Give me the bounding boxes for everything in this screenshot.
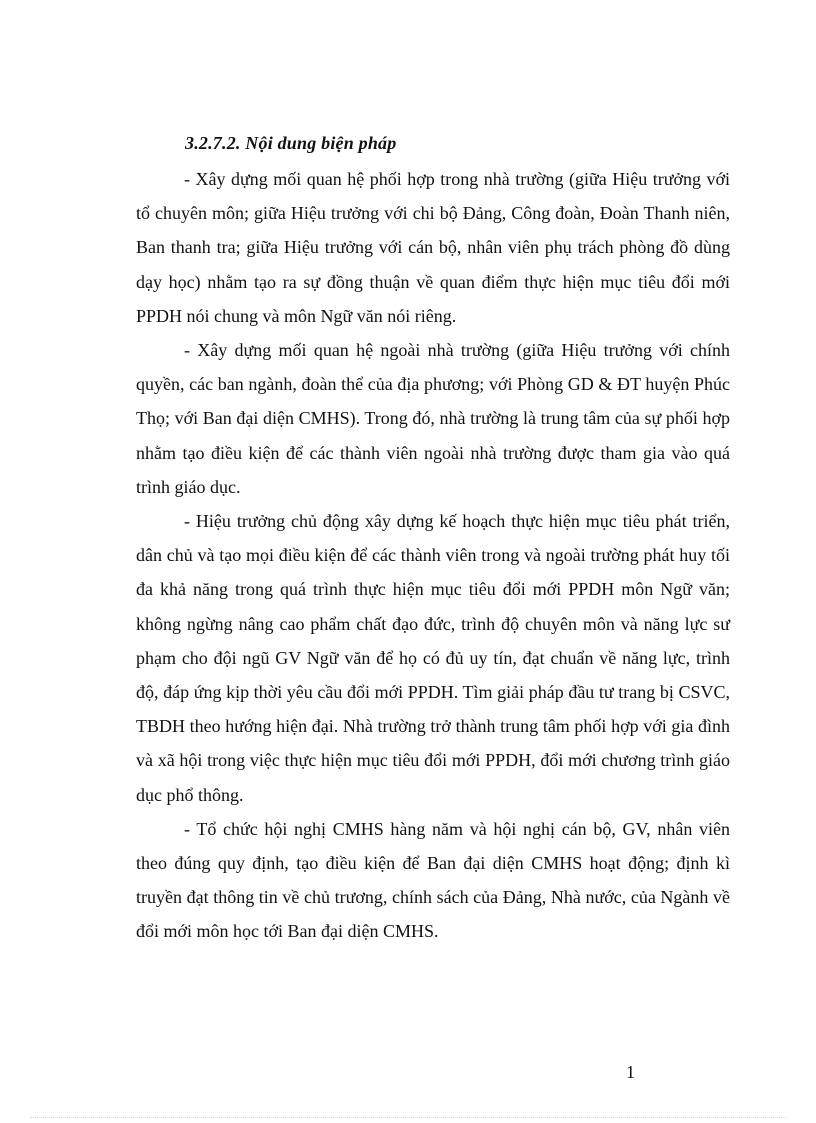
body-text [136, 162, 730, 949]
paragraph-2: - Xây dựng mối quan hệ ngoài nhà trường (giữa Hiệu trưởng với chính quyền, các ban ngành, đoàn thể của địa phương; với Phòng GD & ĐT huyện Phúc Thọ; với Ban đại diện CMHS). Trong đó, nhà trường là trung tâm của sự phối hợp nhằm tạo điều kiện để các thành viên ngoài nhà trường được tham gia vào quá trình giáo dục. [136, 340, 730, 497]
paragraph-4: - Tổ chức hội nghị CMHS hàng năm và hội nghị cán bộ, GV, nhân viên theo đúng quy định, tạo điều kiện để Ban đại diện CMHS hoạt động; định kì truyền đạt thông tin về chủ trương, chính sách của Đảng, Nhà nước, của Ngành về đổi mới môn học tới Ban đại diện CMHS. [136, 818, 730, 942]
paragraph-1: - Xây dựng mối quan hệ phối hợp trong nhà trường (giữa Hiệu trưởng với tổ chuyên môn; giữa Hiệu trưởng với chi bộ Đảng, Công đoàn, Đoàn Thanh niên, Ban thanh tra; giữa Hiệu trưởng với cán bộ, nhân viên phụ trách phòng đồ dùng dạy học) nhằm tạo ra sự đồng thuận về quan điểm thực hiện mục tiêu đổi mới PPDH nói chung và môn Ngữ văn nói riêng. [136, 169, 730, 326]
page-number: 1 [626, 1062, 635, 1082]
page-bottom-divider [30, 1117, 786, 1118]
section-heading: 3.2.7.2. Nội dung biện pháp [185, 133, 397, 153]
paragraph-3: - Hiệu trưởng chủ động xây dựng kế hoạch thực hiện mục tiêu phát triển, dân chủ và tạo mọi điều kiện để các thành viên trong và ngoài trường phát huy tối đa khả năng trong quá trình thực hiện mục tiêu đổi mới PPDH môn Ngữ văn; không ngừng nâng cao phẩm chất đạo đức, trình độ chuyên môn và năng lực sư phạm cho đội ngũ GV Ngữ văn để họ có đủ uy tín, đạt chuẩn về năng lực, trình độ, đáp ứng kịp thời yêu cầu đổi mới PPDH. Tìm giải pháp đầu tư trang bị CSVC, TBDH theo hướng hiện đại. Nhà trường trở thành trung tâm phối hợp với gia đình và xã hội trong việc thực hiện mục tiêu đổi mới PPDH, đổi mới chương trình giáo dục phổ thông. [136, 511, 730, 805]
